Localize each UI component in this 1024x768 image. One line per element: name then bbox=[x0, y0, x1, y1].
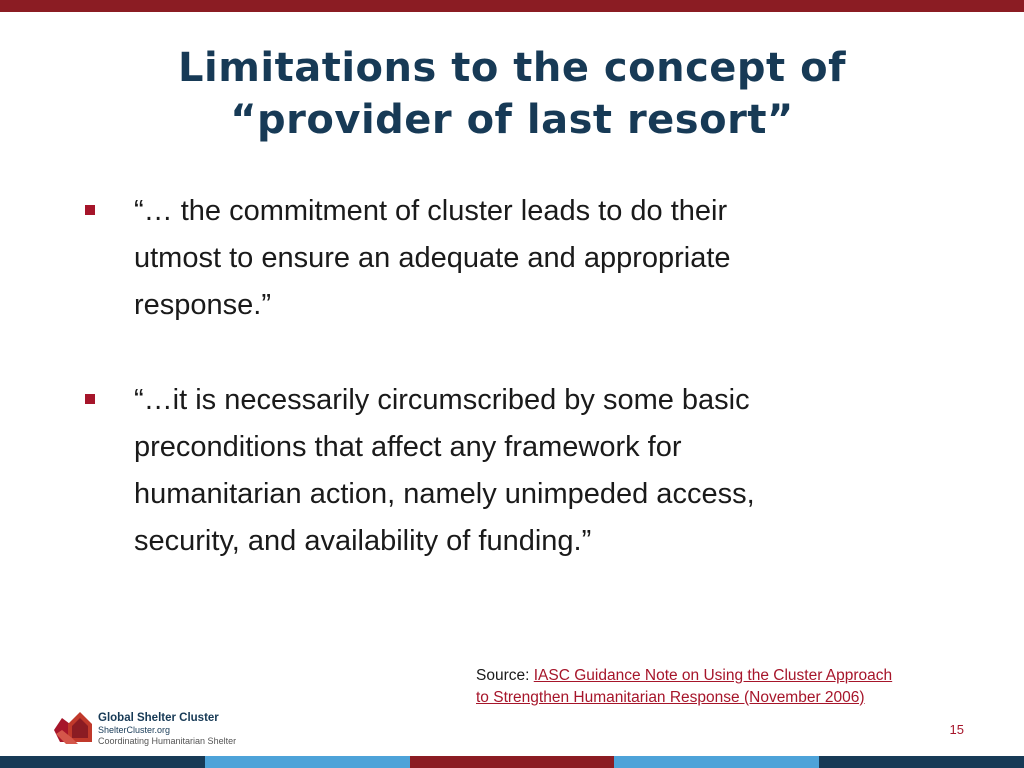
slide-title bbox=[0, 42, 1024, 146]
bottom-bar-segment bbox=[0, 756, 205, 768]
bullet-line: security, and availability of funding.” bbox=[134, 525, 592, 557]
bullet-line: “…it is necessarily circumscribed by some basic bbox=[134, 384, 750, 416]
logo-text bbox=[98, 712, 236, 747]
source-citation bbox=[476, 665, 996, 709]
bullet-list bbox=[80, 188, 940, 565]
square-bullet-icon bbox=[85, 205, 95, 215]
square-bullet-icon bbox=[85, 394, 95, 404]
global-shelter-cluster-logo bbox=[52, 708, 292, 752]
slide-title-line-2: “provider of last resort” bbox=[230, 97, 794, 143]
bullet-line: preconditions that affect any framework for bbox=[134, 431, 682, 463]
logo-title: Global Shelter Cluster bbox=[98, 712, 219, 724]
source-link[interactable] bbox=[476, 667, 996, 709]
bullet-line: humanitarian action, namely unimpeded access, bbox=[134, 478, 755, 510]
bottom-bar-segment bbox=[819, 756, 1024, 768]
logo-url: ShelterCluster.org bbox=[98, 725, 171, 735]
bullet-line: utmost to ensure an adequate and appropriate bbox=[134, 242, 731, 274]
page-number: 15 bbox=[949, 722, 964, 737]
bullet-line: response.” bbox=[134, 289, 272, 321]
bottom-bar-segment bbox=[205, 756, 410, 768]
slide-title-line-1: Limitations to the concept of bbox=[178, 45, 846, 91]
bullet-item-2 bbox=[80, 377, 940, 565]
source-label: Source: bbox=[476, 667, 530, 684]
source-link-line-1: IASC Guidance Note on Using the Cluster Approach bbox=[533, 667, 893, 684]
source-link-line-2: to Strengthen Humanitarian Response (November 2006) bbox=[476, 689, 865, 706]
bottom-bar-segment bbox=[614, 756, 819, 768]
bullet-line: “… the commitment of cluster leads to do their bbox=[134, 195, 728, 227]
bottom-bar-segment bbox=[410, 756, 615, 768]
hands-house-logo-icon bbox=[52, 708, 94, 746]
top-accent-bar bbox=[0, 0, 1024, 12]
bottom-color-bar bbox=[0, 756, 1024, 768]
bullet-item-1 bbox=[80, 188, 940, 329]
logo-tagline: Coordinating Humanitarian Shelter bbox=[98, 736, 237, 746]
